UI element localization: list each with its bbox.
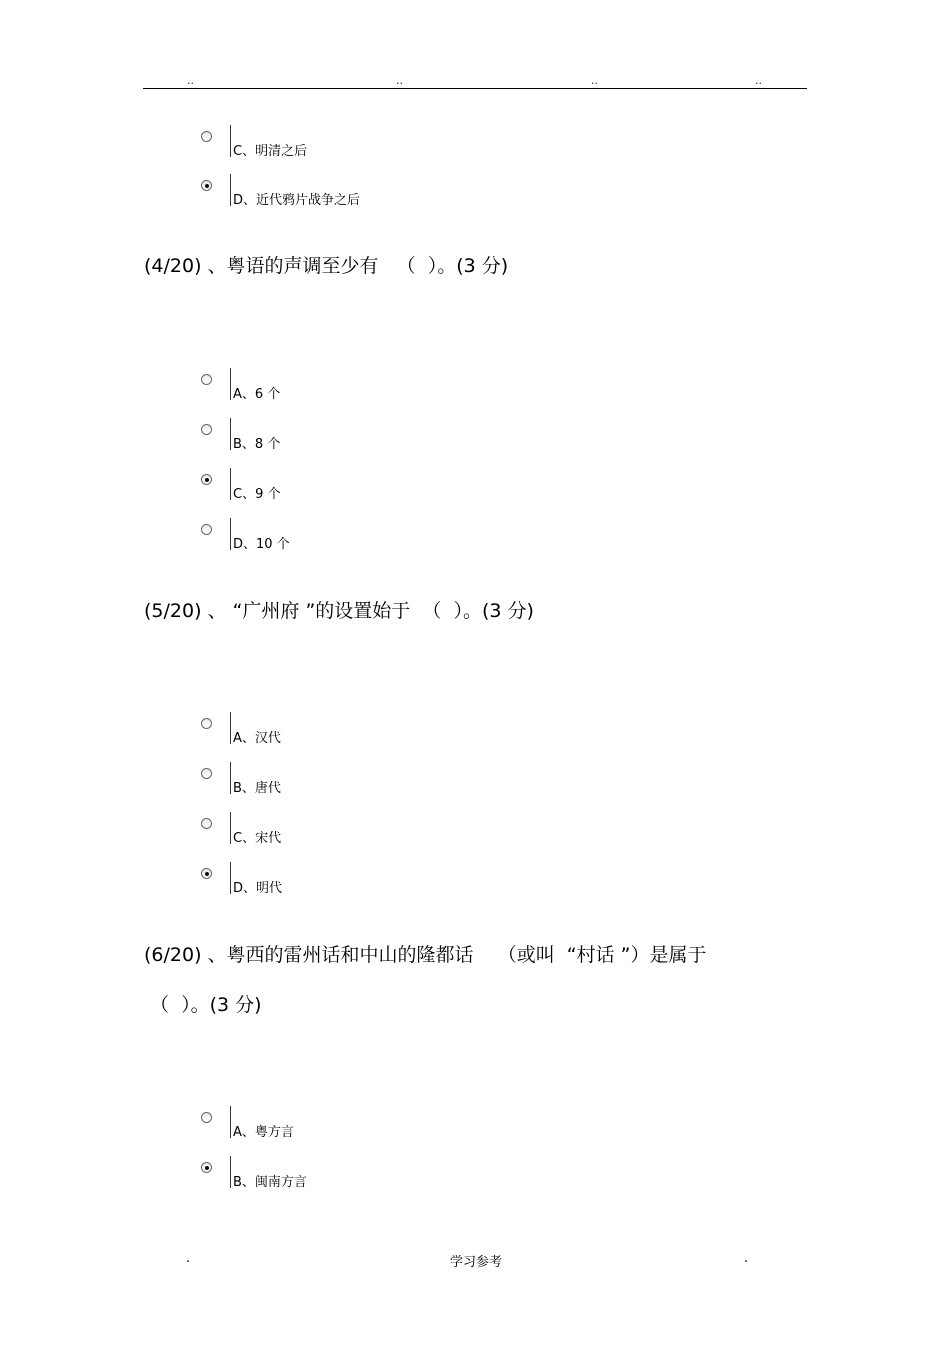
header-dot-1: .. (187, 74, 194, 87)
option-divider (230, 418, 231, 450)
q3-option-d[interactable] (201, 174, 601, 210)
q4-option-b[interactable] (201, 418, 601, 454)
q4-option-c[interactable] (201, 468, 601, 504)
option-label: C、9 个 (233, 487, 281, 502)
option-divider (230, 125, 231, 157)
option-label: D、明代 (233, 881, 283, 896)
radio-checked-icon[interactable] (201, 1162, 212, 1173)
header-dot-2: .. (396, 74, 403, 87)
option-divider (230, 468, 231, 500)
radio-checked-icon[interactable] (201, 474, 212, 485)
option-divider (230, 712, 231, 744)
option-label: D、10 个 (233, 537, 290, 552)
option-divider (230, 174, 231, 206)
header-rule (143, 88, 807, 89)
q3-option-c[interactable] (201, 125, 601, 161)
radio-icon[interactable] (201, 524, 212, 535)
radio-icon[interactable] (201, 131, 212, 142)
footer-right-dot: . (744, 1251, 749, 1266)
option-label: B、8 个 (233, 437, 281, 452)
option-divider (230, 368, 231, 400)
question-5-text: (5/20) 、 “广州府 ”的设置始于 （ ）。(3 分) (144, 600, 534, 622)
option-label: D、近代鸦片战争之后 (233, 193, 361, 208)
option-divider (230, 1106, 231, 1138)
radio-icon[interactable] (201, 374, 212, 385)
radio-checked-icon[interactable] (201, 180, 212, 191)
radio-checked-icon[interactable] (201, 868, 212, 879)
option-divider (230, 812, 231, 844)
option-label: B、唐代 (233, 781, 281, 796)
radio-icon[interactable] (201, 818, 212, 829)
option-label: C、明清之后 (233, 144, 308, 159)
question-6-text-line2: （ ）。(3 分) (150, 994, 262, 1016)
footer-label: 学习参考 (450, 1255, 503, 1270)
option-divider (230, 862, 231, 894)
radio-icon[interactable] (201, 768, 212, 779)
q4-option-d[interactable] (201, 518, 601, 554)
q6-option-a[interactable] (201, 1106, 601, 1142)
q4-option-a[interactable] (201, 368, 601, 404)
option-label: A、6 个 (233, 387, 281, 402)
q5-option-c[interactable] (201, 812, 601, 848)
question-4-text: (4/20) 、粤语的声调至少有 （ ）。(3 分) (144, 255, 509, 277)
option-divider (230, 762, 231, 794)
option-divider (230, 1156, 231, 1188)
option-label: C、宋代 (233, 831, 282, 846)
header-dot-4: .. (755, 74, 762, 87)
option-divider (230, 518, 231, 550)
question-6-text-line1: (6/20) 、粤西的雷州话和中山的隆都话 （或叫 “村话 ”）是属于 (144, 944, 707, 966)
radio-icon[interactable] (201, 1112, 212, 1123)
q5-option-b[interactable] (201, 762, 601, 798)
option-label: A、汉代 (233, 731, 281, 746)
radio-icon[interactable] (201, 718, 212, 729)
header-dot-3: .. (591, 74, 598, 87)
option-label: A、粤方言 (233, 1125, 294, 1140)
q5-option-a[interactable] (201, 712, 601, 748)
q6-option-b[interactable] (201, 1156, 601, 1192)
q5-option-d[interactable] (201, 862, 601, 898)
radio-icon[interactable] (201, 424, 212, 435)
footer-left-dot: . (186, 1251, 191, 1266)
option-label: B、闽南方言 (233, 1175, 307, 1190)
